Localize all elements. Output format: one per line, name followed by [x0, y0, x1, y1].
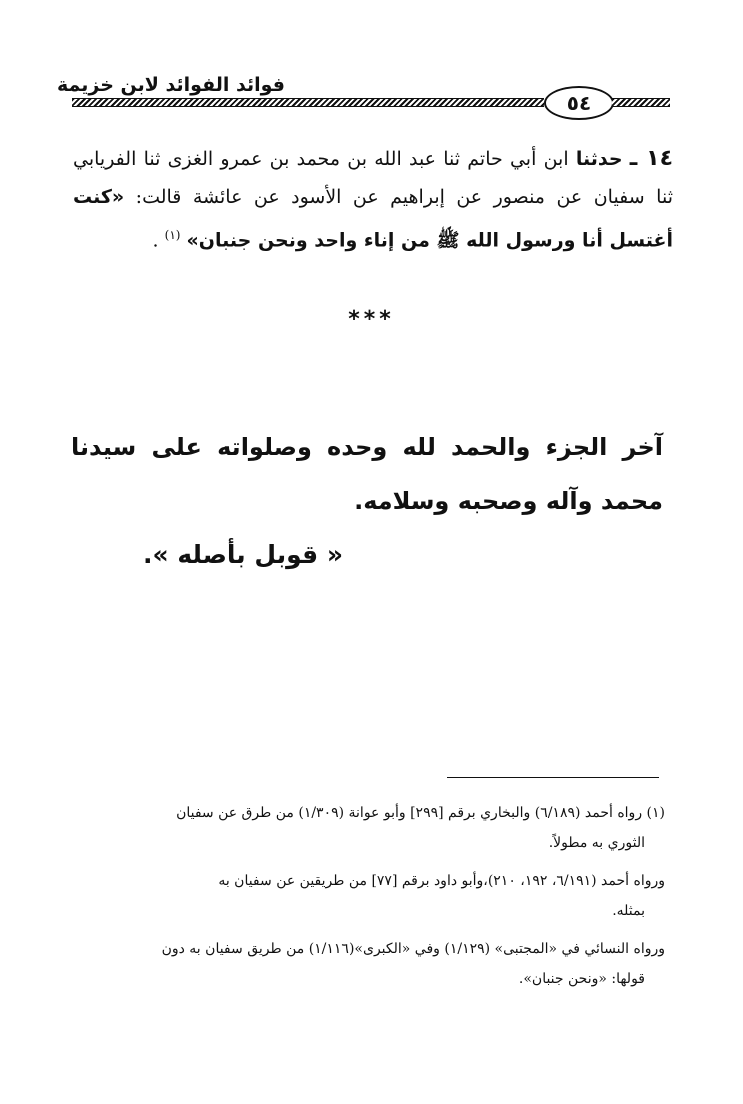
footnote-line-continued: قولها: «ونحن جنبان».	[518, 971, 645, 987]
header-ornamental-rule-left	[612, 98, 670, 107]
colophon-text: آخر الجزء والحمد لله وحده وصلواته على سيدنا محمد وآله وصحبه وسلامه.	[71, 433, 663, 515]
hadith-number: ١٤ ـ	[629, 146, 674, 171]
hadith-lead-word: حدثنا	[575, 148, 623, 170]
collation-note: « قوبل بأصله ».	[143, 540, 343, 569]
header-ornamental-rule	[72, 98, 544, 107]
footnote-item	[69, 934, 665, 994]
footnote-reference: (١)	[164, 228, 181, 242]
footnotes	[69, 798, 665, 1002]
footnote-item	[69, 798, 665, 858]
page-number: ٥٤	[544, 86, 614, 120]
running-header-title: فوائد الفوائد لابن خزيمة	[57, 74, 285, 96]
footnote-line: ورواه أحمد (٦/١٩١، ١٩٢، ٢١٠)،وأبو داود برقم [٧٧] من طريقين عن سفيان به	[218, 873, 665, 889]
footnote-line-continued: الثوري به مطولاً.	[548, 835, 645, 851]
hadith-paragraph	[73, 140, 673, 259]
footnote-item	[69, 866, 665, 926]
section-separator: ***	[348, 307, 395, 332]
hadith-matn: «كنت أغتسل أنا ورسول الله ﷺ من إناء واحد ونحن جنبان»	[73, 186, 673, 252]
footnote-divider	[447, 777, 659, 778]
footnote-line: ورواه النسائي في «المجتبى» (١/١٢٩) وفي «الكبرى»(١/١١٦) من طريق سفيان به دون	[161, 941, 665, 957]
footnote-line: (١) رواه أحمد (٦/١٨٩) والبخاري برقم [٢٩٩] وأبو عوانة (١/٣٠٩) من طرق عن سفيان	[176, 805, 665, 821]
footnote-line-continued: بمثله.	[612, 903, 645, 919]
hadith-isnad: ابن أبي حاتم ثنا عبد الله بن محمد بن عمرو الغزى ثنا الفريابي ثنا سفيان عن منصور عن إبراهيم عن الأسود عن عائشة قالت:	[73, 148, 673, 208]
hadith-end-mark: .	[152, 229, 165, 252]
